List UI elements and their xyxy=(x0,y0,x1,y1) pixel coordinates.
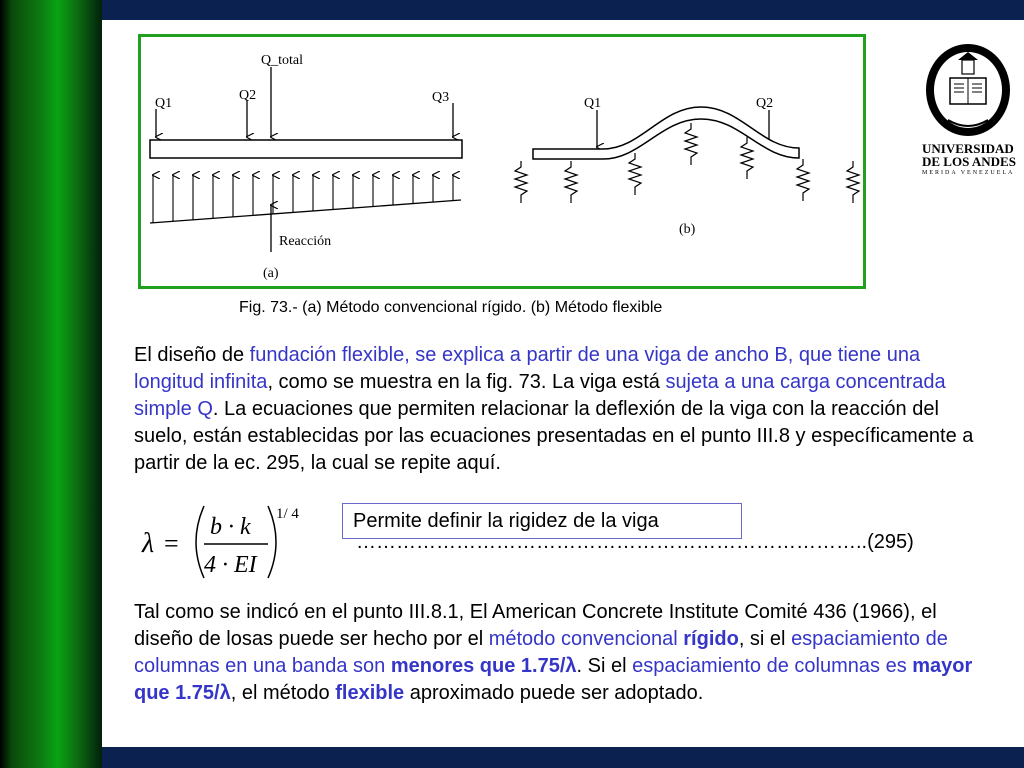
soil-springs xyxy=(515,123,859,203)
university-location: MERIDA VENEZUELA xyxy=(922,170,1015,176)
bold-highlight: rígido xyxy=(683,628,739,650)
figure-caption: Fig. 73.- (a) Método convencional rígido. (b) Método flexible xyxy=(239,299,663,316)
highlight-text: método convencional xyxy=(488,628,684,650)
label-q1-a: Q1 xyxy=(155,96,173,111)
label-q2-a: Q2 xyxy=(239,88,257,103)
highlight-text: fundación flexible, se explica a partir de una viga de ancho B, que tiene una longitud infinita xyxy=(134,344,921,393)
university-name xyxy=(922,142,1016,168)
bold-highlight: mayor que 1.75/λ xyxy=(134,655,973,704)
reaction-arrows xyxy=(153,175,453,223)
diagram-a xyxy=(150,53,462,281)
paragraph-intro xyxy=(134,342,989,477)
top-bar xyxy=(102,0,1024,20)
label-b: (b) xyxy=(679,222,696,237)
diagram-b xyxy=(515,96,859,237)
university-name-line1: UNIVERSIDAD xyxy=(922,141,1014,156)
flexible-beam xyxy=(533,107,799,159)
formula-exponent: 1/ 4 xyxy=(276,506,299,522)
label-q2-b: Q2 xyxy=(756,96,774,111)
formula-denominator: 4 · EI xyxy=(204,552,257,578)
highlight-text: sujeta a una carga concentrada simple Q xyxy=(134,371,946,420)
figure-73 xyxy=(138,34,866,289)
text: . La ecuaciones que permiten relacionar la deflexión de la viga con la reacción del suelo, están establecidas por las ecuaciones presentadas en el punto III.8 y específicamente a partir de la ec. 295, la cual se repite aquí. xyxy=(134,398,974,474)
text: Tal como se indicó en el punto III.8.1, El American Concrete Institute Comité 436 (1966), el diseño de losas puede ser hecho por el xyxy=(134,601,937,650)
highlight-text: espaciamiento de columnas en una banda son xyxy=(134,628,948,677)
formula-295 xyxy=(140,498,320,584)
paragraph-aci xyxy=(134,599,989,707)
university-name-line2: DE LOS ANDES xyxy=(922,154,1016,169)
text: , si el xyxy=(738,628,792,650)
formula-lambda: λ xyxy=(142,528,155,559)
note-box: Permite definir la rigidez de la viga xyxy=(342,503,742,539)
equation-reference: …………………………………………………………………..(295) xyxy=(356,531,914,553)
label-q1-b: Q1 xyxy=(584,96,602,111)
left-decorative-band xyxy=(0,0,102,768)
bottom-bar xyxy=(102,747,1024,768)
beam-diagram xyxy=(141,37,863,286)
rigid-beam xyxy=(150,140,462,158)
text: aproximado puede ser adoptado. xyxy=(404,682,704,704)
label-q3-a: Q3 xyxy=(432,90,450,105)
label-q-total: Q_total xyxy=(261,53,303,68)
bold-highlight: flexible xyxy=(335,682,405,704)
highlight-text: espaciamiento de columnas es xyxy=(632,655,913,677)
text: El diseño de xyxy=(134,344,250,366)
formula-numerator: b · k xyxy=(210,514,251,540)
bold-highlight: menores que 1.75/λ xyxy=(390,655,577,677)
text: , el método xyxy=(230,682,336,704)
formula-equals: = xyxy=(164,529,179,558)
text: , como se muestra en la fig. 73. La viga está xyxy=(267,371,666,393)
text: . Si el xyxy=(576,655,633,677)
label-a: (a) xyxy=(263,266,279,281)
label-reaccion: Reacción xyxy=(279,234,332,249)
